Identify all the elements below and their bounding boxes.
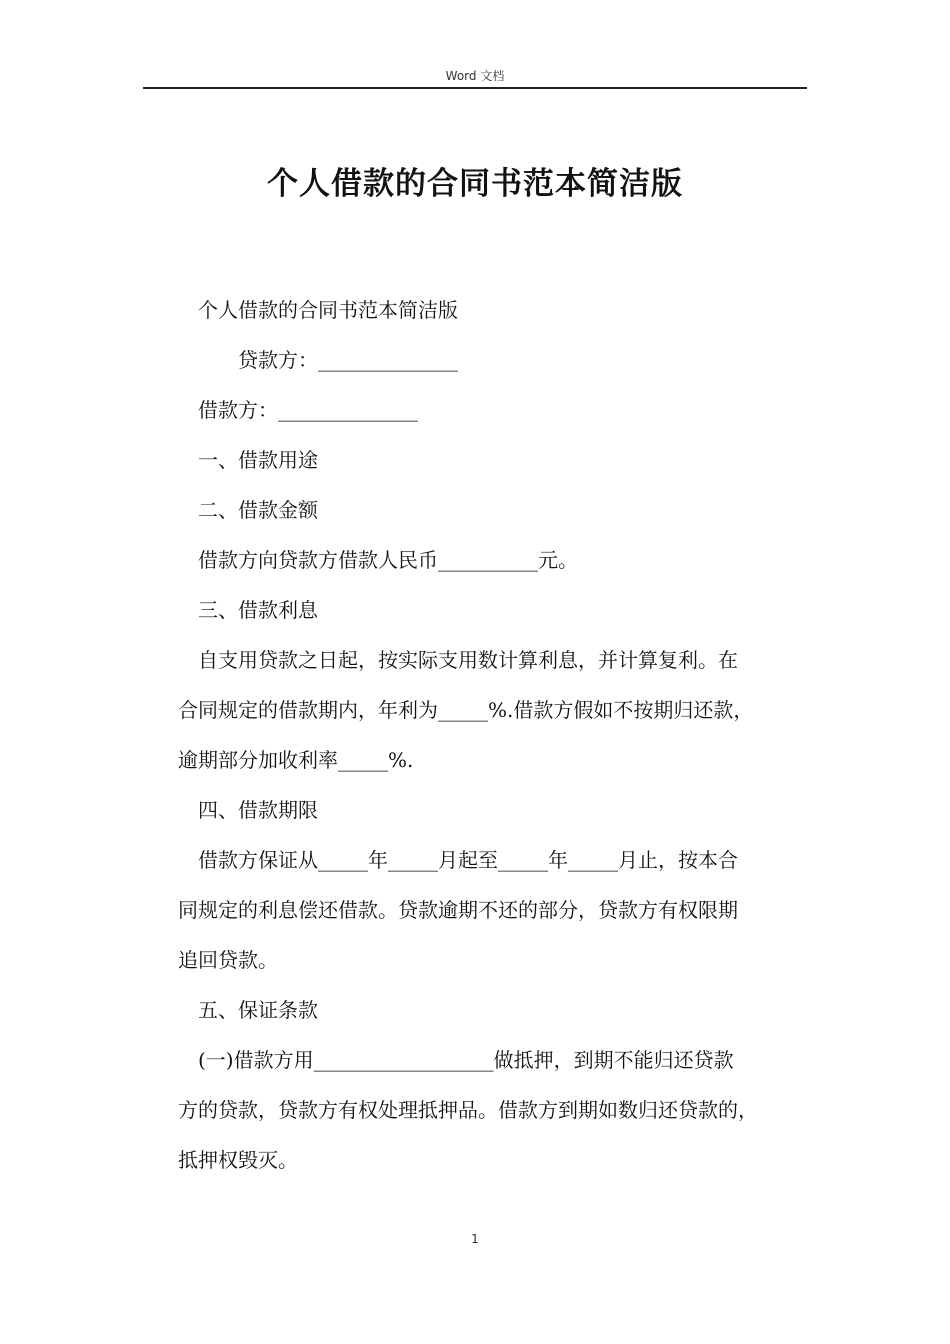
paragraph-line: 借款方保证从_____年_____月起至_____年_____月止，按本合 — [198, 848, 738, 872]
paragraph-line: 五、保证条款 — [198, 998, 318, 1022]
paragraph-line: 三、借款利息 — [198, 598, 318, 622]
document-title: 个人借款的合同书范本简洁版 — [267, 166, 683, 202]
paragraph-line: 个人借款的合同书范本简洁版 — [198, 298, 458, 322]
page-number: 1 — [471, 1232, 479, 1246]
paragraph-line: 追回贷款。 — [178, 948, 278, 972]
paragraph-line: 借款方：______________ — [198, 398, 418, 422]
paragraph-line: 一、借款用途 — [198, 448, 318, 472]
paragraph-line: 同规定的利息偿还借款。贷款逾期不还的部分，贷款方有权限期 — [178, 898, 738, 922]
document-body — [178, 285, 808, 1185]
paragraph-line: 方的贷款，贷款方有权处理抵押品。借款方到期如数归还贷款的， — [178, 1098, 758, 1122]
paragraph-line: 抵押权毁灭。 — [178, 1148, 298, 1172]
paragraph-line: 自支用贷款之日起，按实际支用数计算利息，并计算复利。在 — [198, 648, 738, 672]
paragraph-line: 二、借款金额 — [198, 498, 318, 522]
paragraph-line: (一)借款方用__________________做抵押，到期不能归还贷款 — [198, 1048, 734, 1072]
page-header: Word 文档 — [445, 69, 505, 83]
header-rule — [143, 87, 807, 89]
paragraph-line: 借款方向贷款方借款人民币__________元。 — [198, 548, 578, 572]
paragraph-line: 合同规定的借款期内，年利为_____%.借款方假如不按期归还款， — [178, 698, 754, 722]
paragraph-line: 四、借款期限 — [198, 798, 318, 822]
paragraph-line: 逾期部分加收利率_____%. — [178, 748, 414, 772]
paragraph-line: 贷款方：______________ — [238, 348, 458, 372]
